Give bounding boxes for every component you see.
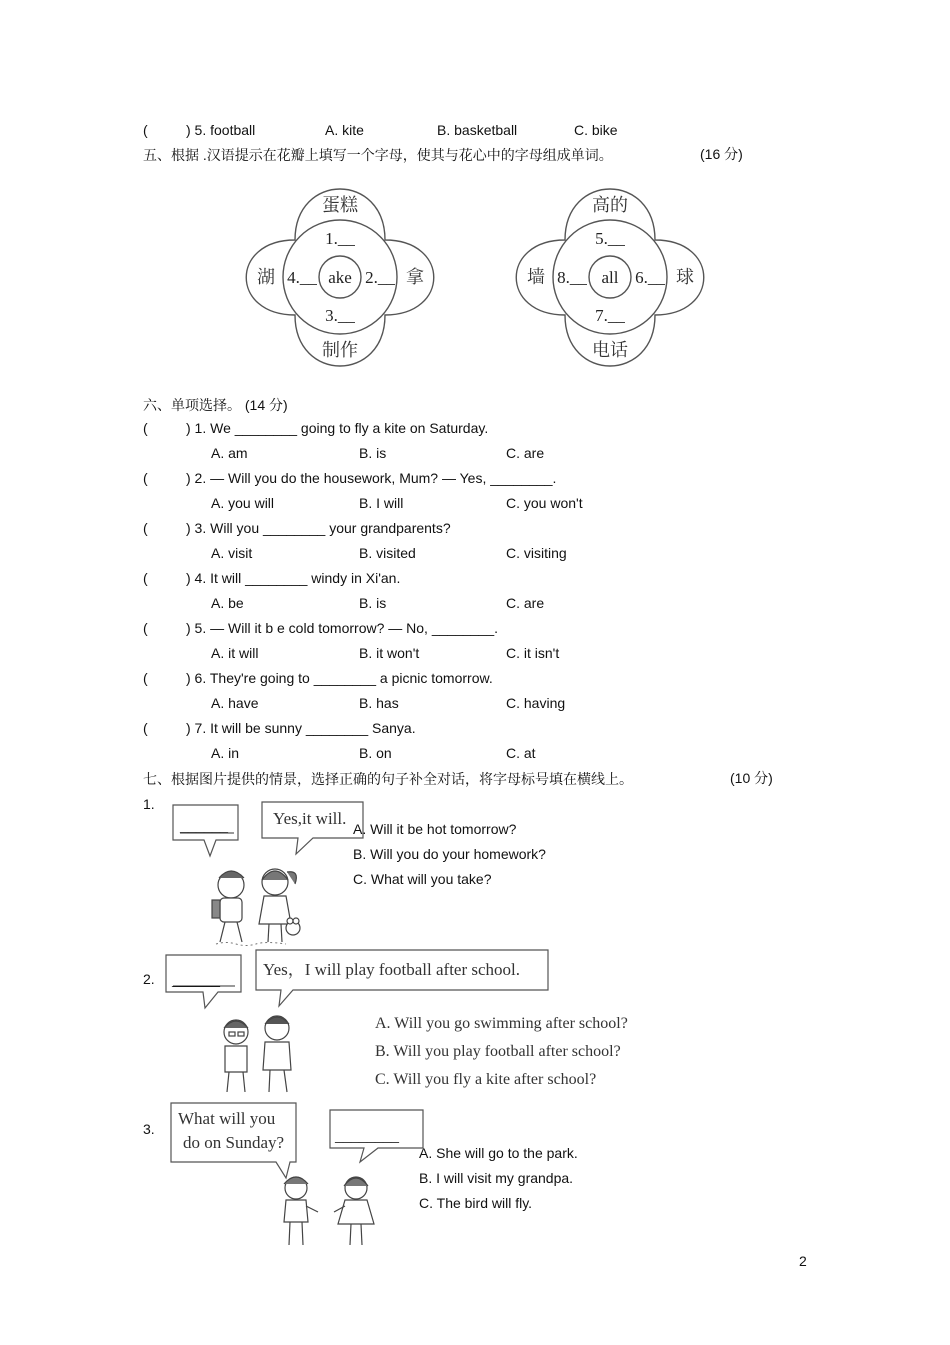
question-text: ) 4. It will ________ windy in Xi'an. xyxy=(186,570,401,586)
flower1-center: ake xyxy=(328,268,352,287)
question-text: ) 5. — Will it b e cold tomorrow? — No, ________. xyxy=(186,620,499,636)
question-text: ) 5. football xyxy=(186,122,256,138)
dialogue-3-question-line2: do on Sunday? xyxy=(183,1133,285,1152)
question-row xyxy=(143,670,843,690)
second-boy-figure xyxy=(263,1016,291,1092)
dialogue-2-reply: Yes，I will play football after school. xyxy=(263,960,521,979)
flower1-top: 蛋糕 xyxy=(322,195,358,216)
page-number: 2 xyxy=(799,1253,807,1269)
dialogue-2-option-c: C. Will you fly a kite after school? xyxy=(375,1071,597,1088)
question-text: ) 6. They're going to ________ a picnic tomorrow. xyxy=(186,670,493,686)
dialogue-2-blank[interactable]: ______ xyxy=(172,972,220,989)
option-c[interactable]: C. you won't xyxy=(506,495,583,511)
dialogue-2-option-b: B. Will you play football after school? xyxy=(375,1043,621,1060)
option-c: C. bike xyxy=(574,122,618,138)
section7-title: 七、根据图片提供的情景，选择正确的句子补全对话，将字母标号填在横线上。 xyxy=(143,771,633,787)
section5-title: 五、根据 .汉语提示在花瓣上填写一个字母，使其与花心中的字母组成单词。 xyxy=(143,147,613,163)
section6-title: 六、单项选择。 (14 分) xyxy=(143,397,288,413)
flower2-blank-5[interactable]: 5.__ xyxy=(595,229,625,248)
girl-two-figure xyxy=(334,1177,374,1245)
flower1-blank-3[interactable]: 3.__ xyxy=(325,306,355,325)
option-a[interactable]: A. it will xyxy=(211,645,259,661)
dialogue-1-blank[interactable]: ______ xyxy=(180,818,228,835)
flower2-top: 高的 xyxy=(592,195,628,216)
option-a[interactable]: A. am xyxy=(211,445,248,461)
option-c[interactable]: C. it isn't xyxy=(506,645,560,661)
flower2-center: all xyxy=(601,268,619,287)
question-row-top xyxy=(143,121,843,141)
option-a[interactable]: A. visit xyxy=(211,545,253,561)
flower2-blank-6[interactable]: 6.__ xyxy=(635,268,665,287)
answer-paren[interactable]: ( xyxy=(143,420,148,436)
dialogue-1-reply: Yes,it will. xyxy=(273,809,347,828)
flower1-bottom: 制作 xyxy=(322,340,358,361)
option-c[interactable]: C. at xyxy=(506,745,536,761)
options-row xyxy=(211,495,811,515)
question-row xyxy=(143,620,843,640)
answer-paren[interactable]: ( xyxy=(143,520,148,536)
flower2-right: 球 xyxy=(676,267,694,288)
dialogue-3-option-c: C. The bird will fly. xyxy=(419,1195,533,1211)
question-text: ) 1. We ________ going to fly a kite on Saturday. xyxy=(186,420,489,436)
option-a: A. kite xyxy=(325,122,364,138)
option-c[interactable]: C. are xyxy=(506,595,545,611)
flower1-blank-2[interactable]: 2.__ xyxy=(365,268,395,287)
question-row xyxy=(143,470,843,490)
dialogue-1-option-a: A. Will it be hot tomorrow? xyxy=(353,821,517,837)
boy-with-glasses-figure xyxy=(224,1020,248,1092)
question-text: ) 7. It will be sunny ________ Sanya. xyxy=(186,720,416,736)
options-row xyxy=(211,595,811,615)
dialogue-2-option-a: A. Will you go swimming after school? xyxy=(375,1015,628,1032)
flower2-left: 墙 xyxy=(527,267,545,288)
flower1-right: 拿 xyxy=(406,267,424,288)
section5-score: (16 分) xyxy=(700,146,743,162)
dialogue-3-blank[interactable]: ________ xyxy=(335,1128,399,1145)
section7-score: (10 分) xyxy=(730,770,773,786)
question-row xyxy=(143,420,843,440)
flower1-left: 湖 xyxy=(257,267,275,288)
option-b[interactable]: B. has xyxy=(359,695,399,711)
option-b[interactable]: B. on xyxy=(359,745,392,761)
flower2-blank-7[interactable]: 7.__ xyxy=(595,306,625,325)
flower2-bottom: 电话 xyxy=(592,340,628,361)
boy-figure xyxy=(212,871,244,942)
question-text: ) 2. — Will you do the housework, Mum? — Yes, ________. xyxy=(186,470,557,486)
option-b[interactable]: B. visited xyxy=(359,545,416,561)
dialogue-3-number: 3. xyxy=(143,1121,155,1137)
flower1-blank-4[interactable]: 4.__ xyxy=(287,268,317,287)
question-row xyxy=(143,520,843,540)
dialogue-1-number: 1. xyxy=(143,796,155,812)
answer-paren[interactable]: ( xyxy=(143,570,148,586)
options-row xyxy=(211,695,811,715)
dialogue-1-option-b: B. Will you do your homework? xyxy=(353,846,546,862)
question-row xyxy=(143,720,843,740)
options-row xyxy=(211,445,811,465)
dialogue-3-option-b: B. I will visit my grandpa. xyxy=(419,1170,574,1186)
option-c[interactable]: C. having xyxy=(506,695,566,711)
options-row xyxy=(211,545,811,565)
question-text: ) 3. Will you ________ your grandparents? xyxy=(186,520,451,536)
girl-one-figure xyxy=(284,1177,318,1245)
dialogue-2-number: 2. xyxy=(143,971,155,987)
flower-diagram xyxy=(240,180,720,375)
answer-paren[interactable]: ( xyxy=(143,670,148,686)
option-b[interactable]: B. it won't xyxy=(359,645,420,661)
option-b[interactable]: B. is xyxy=(359,595,387,611)
flower1-blank-1[interactable]: 1.__ xyxy=(325,229,355,248)
dialogue-3-option-a: A. She will go to the park. xyxy=(419,1145,578,1161)
girl-figure xyxy=(259,869,300,942)
option-a[interactable]: A. in xyxy=(211,745,240,761)
option-b: B. basketball xyxy=(437,122,518,138)
option-a[interactable]: A. you will xyxy=(211,495,275,511)
option-a[interactable]: A. be xyxy=(211,595,244,611)
option-b[interactable]: B. I will xyxy=(359,495,404,511)
options-row xyxy=(211,745,811,765)
option-a[interactable]: A. have xyxy=(211,695,259,711)
question-row xyxy=(143,570,843,590)
answer-paren[interactable]: ( xyxy=(143,720,148,736)
dialogue-3-question-line1: What will you xyxy=(178,1109,276,1128)
answer-paren[interactable]: ( xyxy=(143,122,148,138)
answer-paren[interactable]: ( xyxy=(143,620,148,636)
flower2-blank-8[interactable]: 8.__ xyxy=(557,268,587,287)
dialogue-1-option-c: C. What will you take? xyxy=(353,871,492,887)
answer-paren[interactable]: ( xyxy=(143,470,148,486)
option-c[interactable]: C. visiting xyxy=(506,545,567,561)
option-b[interactable]: B. is xyxy=(359,445,387,461)
option-c[interactable]: C. are xyxy=(506,445,545,461)
options-row xyxy=(211,645,811,665)
